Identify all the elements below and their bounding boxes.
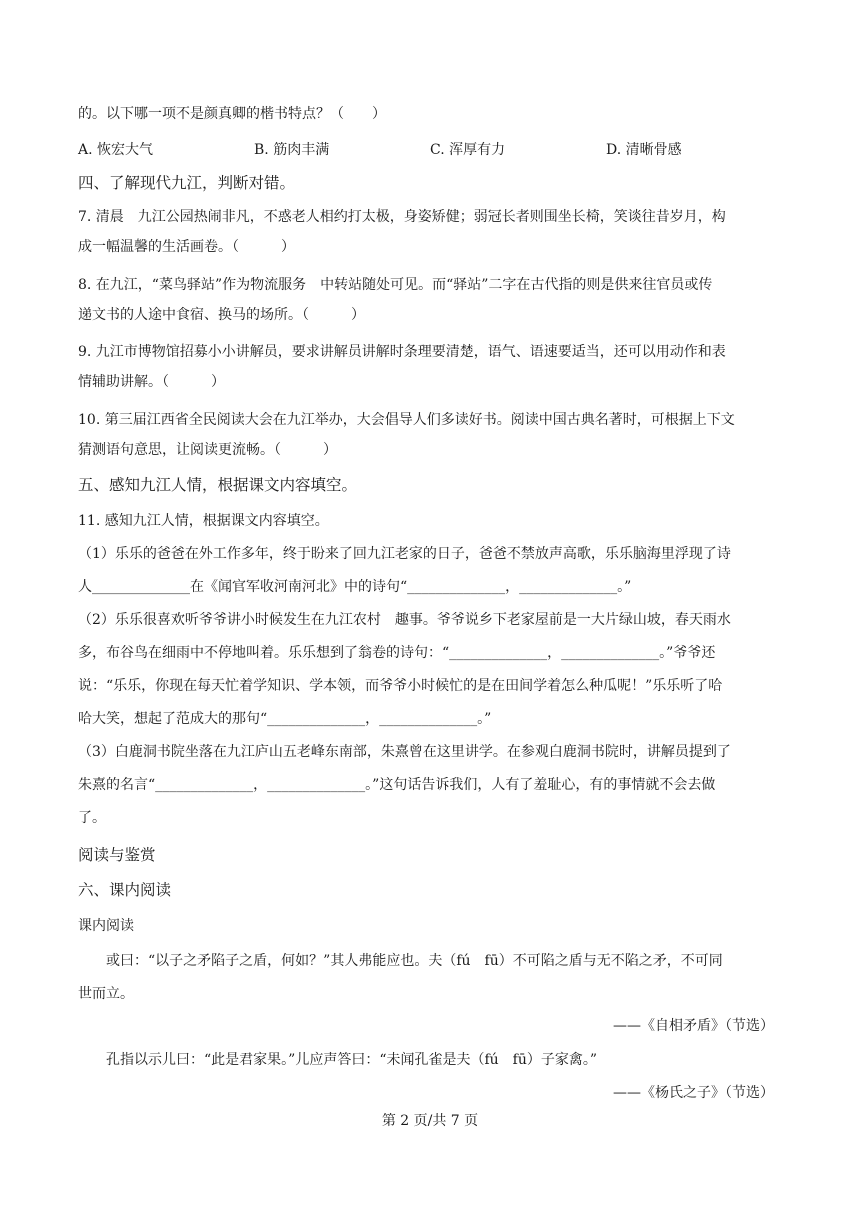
q11-part3-line-2: 朱熹的名言“______________，______________。”这句话告诉我们，人有了羞耻心，有的事情就不会去做	[78, 777, 716, 793]
question-9-line-1: 9. 九江市博物馆招募小小讲解员，要求讲解员讲解时条理要清楚，语气、语速要适当，还可以用动作和表	[78, 344, 726, 360]
part-heading-reading: 阅读与鉴赏	[78, 846, 156, 864]
question-11-stem: 11. 感知九江人情，根据课文内容填空。	[78, 513, 329, 529]
q11-part1-line-2: 人______________在《闻官军收河南河北》中的诗句“______________，______________。”	[78, 579, 632, 595]
section-4-heading: 四、了解现代九江，判断对错。	[78, 174, 296, 192]
question-10-line-2: 猜测语句意思，让阅读更流畅。（ ）	[78, 442, 337, 458]
q11-part2-line-4: 哈大笑，想起了范成大的那句“______________，______________。”	[78, 711, 492, 727]
section-5-heading: 五、感知九江人情，根据课文内容填空。	[78, 476, 358, 494]
passage-1-source: ——《自相矛盾》（节选）	[613, 1018, 774, 1034]
q11-part2-line-1: （2）乐乐很喜欢听爷爷讲小时候发生在九江农村 趣事。爷爷说乡下老家屋前是一大片绿山坡，春天雨水	[78, 612, 731, 628]
passage-2-source: ——《杨氏之子》（节选）	[613, 1085, 774, 1101]
option-d: D. 清晰骨感	[606, 142, 682, 158]
option-a: A. 恢宏大气	[78, 142, 154, 158]
question-7-line-2: 成一幅温馨的生活画卷。（ ）	[78, 239, 295, 255]
question-8-line-1: 8. 在九江，“菜鸟驿站”作为物流服务 中转站随处可见。而“驿站”二字在古代指的则是供来往官员或传	[78, 277, 713, 293]
q11-part3-line-1: （3）白鹿洞书院坐落在九江庐山五老峰东南部，朱熹曾在这里讲学。在参观白鹿洞书院时，讲解员提到了	[78, 744, 731, 760]
passage-2-line-1: 孔指以示儿曰：“此是君家果。”儿应声答曰：“未闻孔雀是夫（fú fū）子家禽。”	[106, 1052, 598, 1068]
option-b: B. 筋肉丰满	[254, 142, 330, 158]
q11-part2-line-2: 多，布谷鸟在细雨中不停地叫着。乐乐想到了翁卷的诗句：“______________，______________。”爷爷还	[78, 645, 716, 661]
question-9-line-2: 情辅助讲解。（ ）	[78, 374, 225, 390]
question-7-line-1: 7. 清晨 九江公园热闹非凡，不惑老人相约打太极，身姿矫健；弱冠长者则围坐长椅，笑谈往昔岁月，构	[78, 209, 726, 225]
option-c: C. 浑厚有力	[430, 142, 506, 158]
subheading-reading: 课内阅读	[78, 918, 134, 934]
passage-1-line-2: 世而立。	[78, 986, 134, 1002]
question-8-line-2: 递文书的人途中食宿、换马的场所。（ ）	[78, 307, 365, 323]
q11-part2-line-3: 说：“乐乐，你现在每天忙着学知识、学本领，而爷爷小时候忙的是在田间学着怎么种瓜呢！”乐乐听了哈	[78, 678, 723, 694]
page-number: 第 2 页/共 7 页	[381, 1113, 479, 1129]
section-6-heading: 六、课内阅读	[78, 881, 172, 899]
q11-part3-line-3: 了。	[78, 810, 106, 826]
question-6-stem-end: 的。以下哪一项不是颜真卿的楷书特点？（ ）	[78, 106, 386, 122]
passage-1-line-1: 或曰：“以子之矛陷子之盾，何如？”其人弗能应也。夫（fú fū）不可陷之盾与无不陷之矛，不可同	[106, 953, 723, 969]
question-10-line-1: 10. 第三届江西省全民阅读大会在九江举办，大会倡导人们多读好书。阅读中国古典名著时，可根据上下文	[78, 412, 735, 428]
q11-part1-line-1: （1）乐乐的爸爸在外工作多年，终于盼来了回九江老家的日子，爸爸不禁放声高歌，乐乐脑海里浮现了诗	[78, 546, 731, 562]
